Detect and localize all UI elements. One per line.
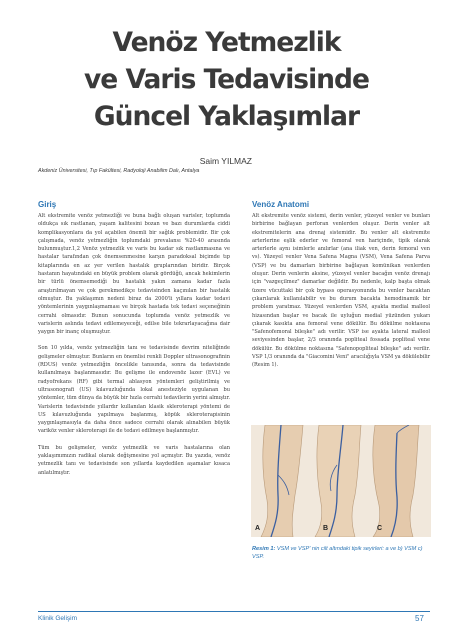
article-title — [0, 24, 453, 135]
section-heading-anatomy: Venöz Anatomi — [252, 200, 310, 209]
intro-paragraph-3: Tüm bu gelişmeler, venöz yetmezlik ve varis hastalarına olan yaklaşımımızın radikal olarak değişmesine yol açmıştır. Bu yazıda, venöz yetmezlik tanı ve tedavisinde son yıllarda kaydedilen aşamalar kısaca anlatılmıştır. — [38, 444, 230, 476]
title-line-1: Venöz Yetmezlik — [112, 27, 341, 58]
page-number: 57 — [415, 614, 424, 623]
right-column — [252, 200, 430, 370]
title-line-2: ve Varis Tedavisinde — [84, 64, 369, 95]
figure-panel-label-b: B — [323, 525, 329, 532]
figure-caption — [252, 545, 430, 562]
author-name: Saim YILMAZ — [199, 156, 252, 166]
author-affiliation: Akdeniz Üniversitesi, Tıp Fakültesi, Radyoloji Anabilim Dalı, Antalya — [38, 168, 200, 174]
journal-name: Klinik Gelişim — [38, 615, 78, 622]
footer-divider — [38, 611, 430, 612]
section-heading-intro: Giriş — [38, 200, 57, 209]
left-column — [38, 200, 230, 477]
intro-paragraph-1: Alt ekstremite venöz yetmezliği ve buna bağlı oluşan varisler, toplumda oldukça sık rastlanan, yaşam kalitesini bozan ve bazı durumlarda ciddi komplikasyonlara da yol açabilen önemli bir sağlık problemidir. Bir çok çalışmada, venöz yetmezliğin toplumdaki prevalansı %20-40 arasında bulunmuştur.1,2 Venöz yetmezlik ve varis bu kadar sık rastlanmasına ve hastalar tarafından çok önemsenmesine karşın paradoksal biçimde tıp kitaplarında en az yer verilen hastalık gruplarından biridir. Birçok hastanın hayatındaki en büyük problem olarak gördüğü, ancak hekimlerin bir türlü önemsemediği bu hastalık yakın zamana kadar fazla araştırılmayan ve çok gerekmedikçe tedavisinden kaçınılan bir hastalık olmuştur. Bu yaklaşımın nedeni biraz da 2000'li yıllara kadar tedavi yöntemlerinin yaygınlaşmaması ve birçok hastada tek tedavi seçeneğinin cerrahi olmasıdır. Bunun sonucunda toplumda venöz yetmezlik ve varislerin aslında tedavi edilemeyeceği, edilse bile tekrarlayacağına dair yaygın bir inanç oluşmuştur. — [38, 213, 230, 336]
figure-panel-label-a: A — [255, 525, 261, 532]
title-line-3: Güncel Yaklaşımlar — [93, 101, 360, 132]
leg-illustration — [251, 425, 431, 537]
figure-caption-label: Resim 1: — [252, 546, 276, 552]
venous-anatomy-figure — [251, 425, 431, 537]
anatomy-paragraph-1: Alt ekstremite venöz sistemi, derin venler, yüzeyel venler ve bunları birbirine bağlayan perforan venlerden oluşur. Derin venler alt ekstremitelerin ana drenaj sistemidir. Bu venler alt ekstremite arterlerine eşlik ederler ve femoral ven hariçinde, tipik olarak arterlerle aynı isimlerle anılırlar (ana iliak ven, derin femoral ven vs). Yüzeyel venler Vena Safena Magna (VSM), Vena Safena Parva (VSP) ve bu damarları birbirine bağlayan komünikan venlerden oluşur. Derin venlerin aksine, yüzeyel venler bacağın venöz drenajı için "vazgeçilmez" damarlar değildir. Bu nedenle, kalp başta olmak üzere vücuttaki bir çok bypass operasyonunda bu venler bacaktan çıkarılarak kullanılabilir ve bu durum bacakta hemodinamik bir problem yaratmaz. Yüzeyel venlerden VSM, ayakta medial malleol hizasından başlar ve bacak ile uyluğun medial yüzünden yukarı çıkarak kasıkta ana femoral vene dökülür. Bu dökülme noktasına "Safenofemoral bileşke" adı verilir. VSP ise ayakta lateral malleol seviyesinden başlar, 2/3 oranında popliteal fossada popliteal vene dökülür. Bu dökülme noktasına "Safenopopliteal bileşke" adı verilir. VSP 1/3 oranında da "Giacomini Veni" aracılığıyla VSM ya dökülebilir (Resim 1). — [252, 213, 430, 369]
figure-panel-label-c: C — [377, 525, 383, 532]
figure-caption-text: VSM ve VSP' nin cilt altındaki tipik seyirleri: a ve b) VSM c) VSP. — [252, 546, 423, 561]
intro-paragraph-2: Son 10 yılda, venöz yetmezliğin tanı ve tedavisinde devrim niteliğinde gelişmeler olmuştur. Bunların en önemlisi renkli Doppler ultrasonografinin (RDUS) venöz yetmezliğin öncelikle tanısında, sonra da tedavisinde kullanılmaya başlanmasıdır. Bu gelişme ile endovenöz lazer (EVL) ve radyofrekans (RF) gibi termal ablasyon yöntemleri geliştirilmiş ve ultrasonografi (US) kılavuzluğunda lokal anesteziyle uygulanan bu yöntemler, tüm dünya da büyük bir hızla cerrahi tedavilerin yerini almıştır. Varislerin tedavisinde yıllardır kullanılan klasik skleroterapi yöntemi de US kılavuzluğunda yapılmaya başlanmış, köpük skleroterapisinin yaygınlaşmasıyla da daha önce sadece cerrahi olarak alınabilen büyük variköz venler skleroterapi ile de tedavi edilmeye başlanmıştır. — [38, 345, 230, 435]
